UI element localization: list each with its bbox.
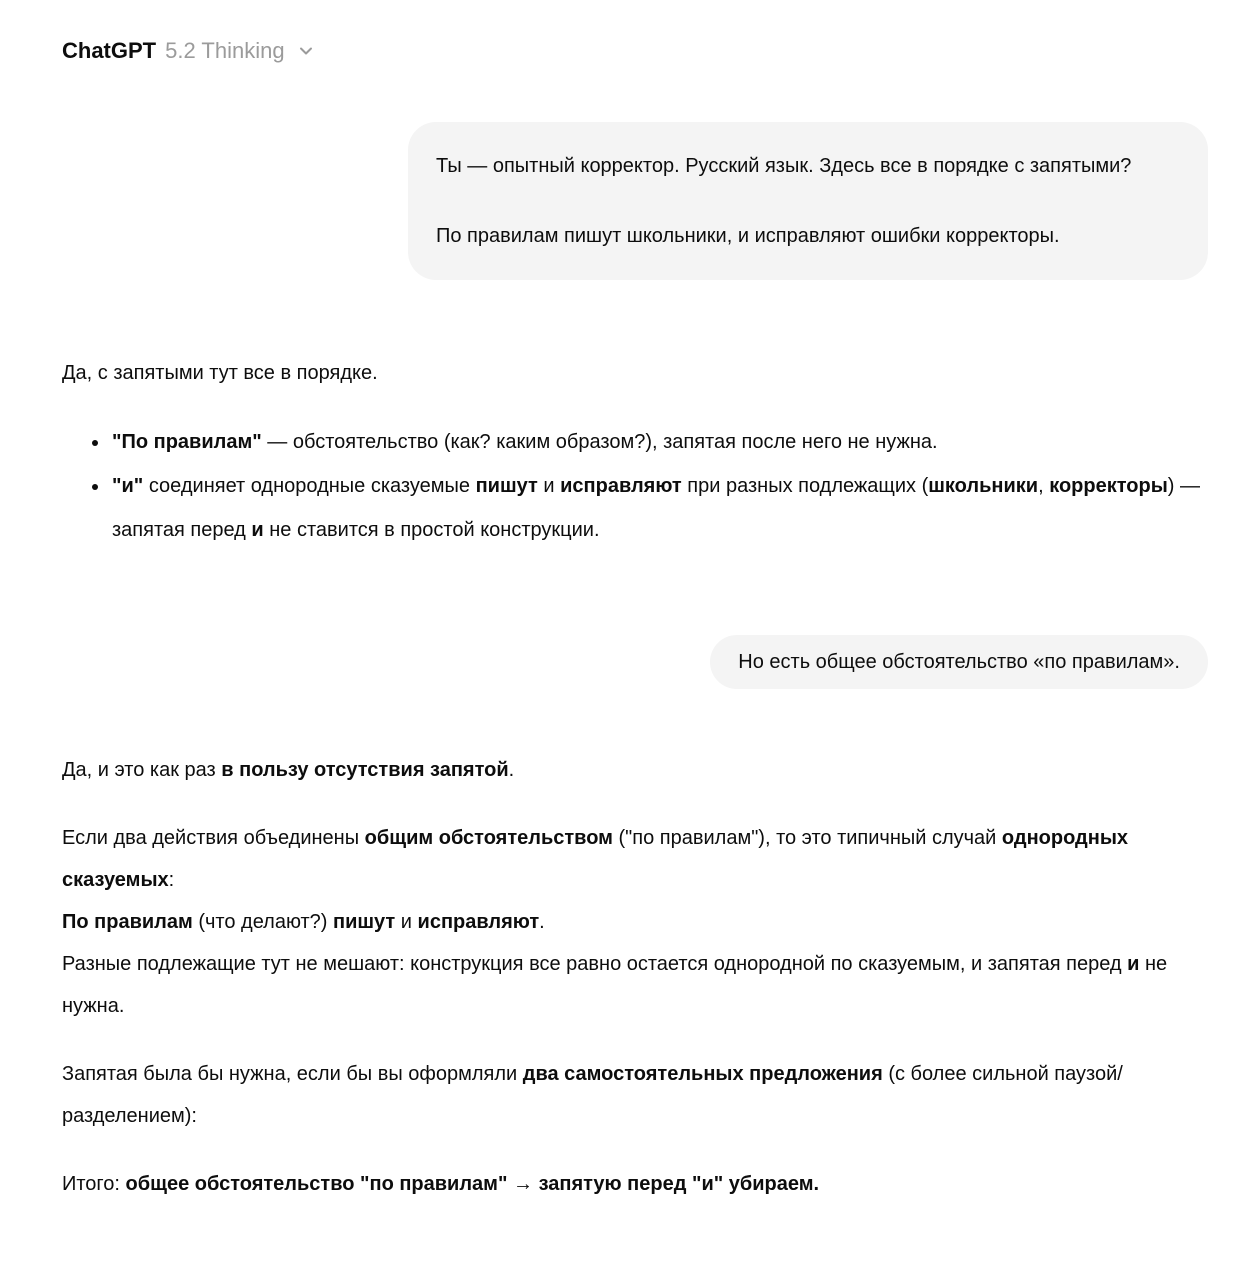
user-message-bubble: [710, 635, 1208, 689]
chat-thread: [62, 66, 1208, 1205]
user-message-paragraph: Ты — опытный корректор. Русский язык. Здесь все в порядке с запятыми?: [436, 155, 1132, 177]
list-item: • "По правилам" — обстоятельство (как? каким образом?), запятая после него не нужна.: [110, 420, 1208, 464]
model-switcher[interactable]: [62, 36, 316, 66]
bullet-list: [62, 420, 1208, 552]
assistant-paragraph: Запятая была бы нужна, если бы вы оформляли два самостоятельных предложения (с более сильной паузой/разделением):: [62, 1063, 1123, 1127]
assistant-message: [62, 749, 1208, 1205]
list-item: • "и" соединяет однородные сказуемые пишут и исправляют при разных подлежащих (школьники, корректоры) — запятая перед и не ставится в простой конструкции.: [110, 464, 1208, 552]
assistant-paragraph: Если два действия объединены общим обстоятельством ("по правилам"), то это типичный случай однородных сказуемых: По правилам (что делают?) пишут и исправляют. Разные подлежащие тут не мешают: конструкция все равно остается однородной по сказуемым, и запятая перед и не нужна.: [62, 827, 1168, 1017]
brand-label: ChatGPT: [62, 38, 157, 63]
assistant-message: [62, 352, 1208, 552]
model-label: 5.2 Thinking: [165, 38, 285, 63]
assistant-paragraph: Итого: общее обстоятельство "по правилам" → запятую перед "и" убираем.: [62, 1173, 820, 1195]
user-message-paragraph: По правилам пишут школьники, и исправляют ошибки корректоры.: [436, 225, 1060, 247]
user-message-bubble: [408, 122, 1208, 280]
user-message-paragraph: Но есть общее обстоятельство «по правилам».: [738, 651, 1180, 673]
assistant-paragraph: Да, с запятыми тут все в порядке.: [62, 362, 378, 384]
assistant-paragraph: Да, и это как раз в пользу отсутствия запятой.: [62, 759, 515, 781]
chevron-down-icon: [296, 41, 316, 61]
